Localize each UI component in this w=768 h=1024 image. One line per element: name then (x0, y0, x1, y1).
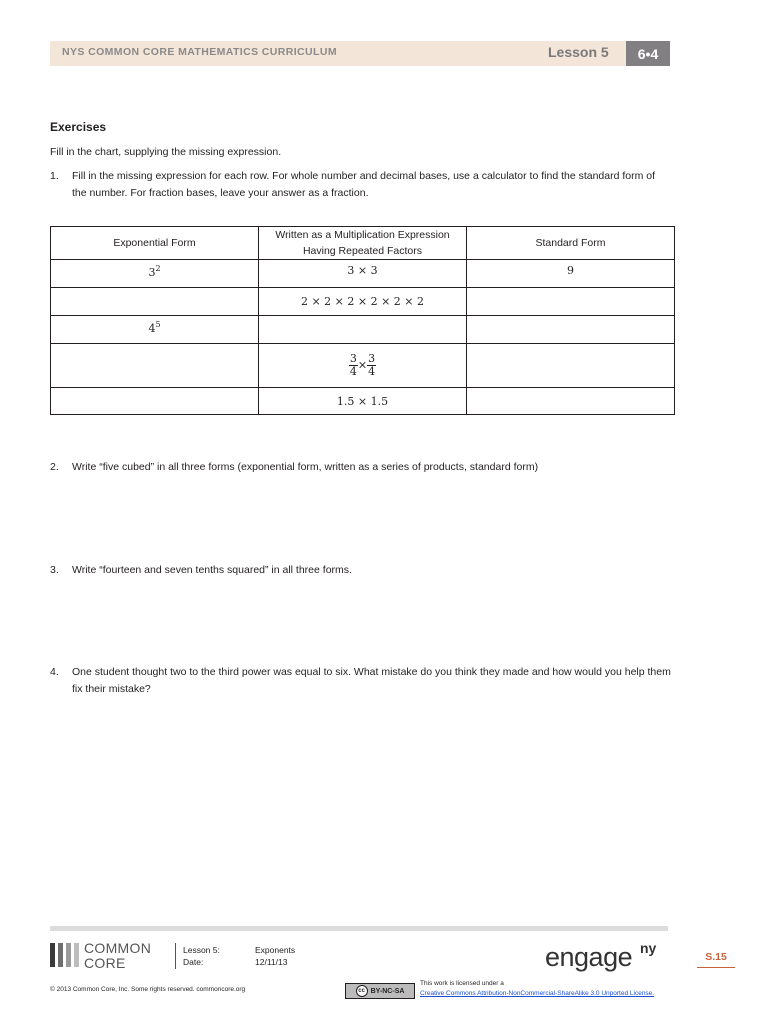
lesson-footer-label: Lesson 5: (183, 945, 220, 955)
multiplication-cell: 2 × 2 × 2 × 2 × 2 × 2 (259, 288, 467, 316)
standard-cell (467, 344, 675, 388)
footer-vertical-divider (175, 943, 176, 969)
page-number: S.15 (705, 951, 727, 963)
license-text: This work is licensed under a (420, 980, 504, 987)
copyright-text: © 2013 Common Core, Inc. Some rights reserved. commoncore.org (50, 986, 246, 993)
times-sign: × (357, 358, 368, 372)
question-text: One student thought two to the third power was equal to six. What mistake do you think they made and how would you help them fix their mistake? (72, 666, 671, 695)
page-number-underline (697, 967, 735, 968)
license-link[interactable]: Creative Commons Attribution-NonCommercial-ShareAlike 3.0 Unported License. (420, 990, 655, 997)
footer-divider (50, 926, 668, 931)
table-row (51, 316, 675, 344)
curriculum-title: NYS COMMON CORE MATHEMATICS CURRICULUM (62, 46, 337, 58)
creative-commons-badge-icon[interactable] (345, 983, 415, 999)
exponent-power: 2 (155, 264, 161, 273)
exponent-table (50, 226, 675, 415)
exponent-base: 4 (148, 322, 156, 335)
standard-cell (467, 316, 675, 344)
logo-text-common: COMMON (84, 940, 152, 956)
exponential-cell (51, 344, 259, 388)
fraction (367, 353, 376, 378)
table-row (51, 388, 675, 415)
lesson-footer-value: Exponents (255, 945, 296, 955)
standard-cell (467, 388, 675, 415)
cc-circle-icon: cc (356, 985, 368, 997)
fraction-denominator: 4 (368, 365, 376, 378)
fraction-denominator: 4 (349, 365, 357, 378)
fraction-numerator: 3 (349, 352, 357, 365)
table-row (51, 288, 675, 316)
badge-label: BY-NC-SA (370, 987, 405, 995)
engageny-logo-text: engage (545, 942, 633, 972)
header-multiplication-expression: Written as a Multiplication Expression Having Repeated Factors (259, 227, 467, 260)
question-text: Write “fourteen and seven tenths squared” in all three forms. (72, 564, 352, 576)
question-number: 4. (50, 666, 59, 678)
question-number: 1. (50, 170, 59, 182)
exponent-power: 5 (155, 320, 161, 329)
question-text: Write “five cubed” in all three forms (exponential form, written as a series of products, standard form) (72, 461, 539, 473)
question-number: 3. (50, 564, 59, 576)
lesson-label: Lesson 5 (548, 44, 609, 60)
module-badge: 6•4 (626, 41, 670, 66)
section-title: Exercises (50, 120, 107, 134)
fraction (349, 353, 358, 378)
intro-text: Fill in the chart, supplying the missing expression. (50, 146, 282, 158)
header-standard-form: Standard Form (467, 227, 675, 260)
question-text: Fill in the missing expression for each row. For whole number and decimal bases, use a calculator to find the standard form of the number. For fraction bases, leave your answer as a fraction. (72, 170, 656, 199)
date-value: 12/11/13 (255, 957, 288, 967)
exponential-cell (51, 260, 259, 288)
multiplication-cell: 1.5 × 1.5 (259, 388, 467, 415)
exponential-cell (51, 316, 259, 344)
multiplication-cell (259, 316, 467, 344)
question-number: 2. (50, 461, 59, 473)
table-header-row (51, 227, 675, 260)
multiplication-cell: 3 × 3 (259, 260, 467, 288)
exponential-cell (51, 388, 259, 415)
exponential-cell (51, 288, 259, 316)
header-exponential-form: Exponential Form (51, 227, 259, 260)
date-label: Date: (183, 957, 204, 967)
table-row (51, 344, 675, 388)
standard-cell (467, 288, 675, 316)
fraction-numerator: 3 (368, 352, 376, 365)
multiplication-cell (259, 344, 467, 388)
engageny-logo-ny: ny (640, 940, 657, 956)
standard-cell: 9 (467, 260, 675, 288)
exponent-base: 3 (148, 266, 156, 279)
table-row (51, 260, 675, 288)
logo-text-core: CORE (84, 955, 126, 971)
